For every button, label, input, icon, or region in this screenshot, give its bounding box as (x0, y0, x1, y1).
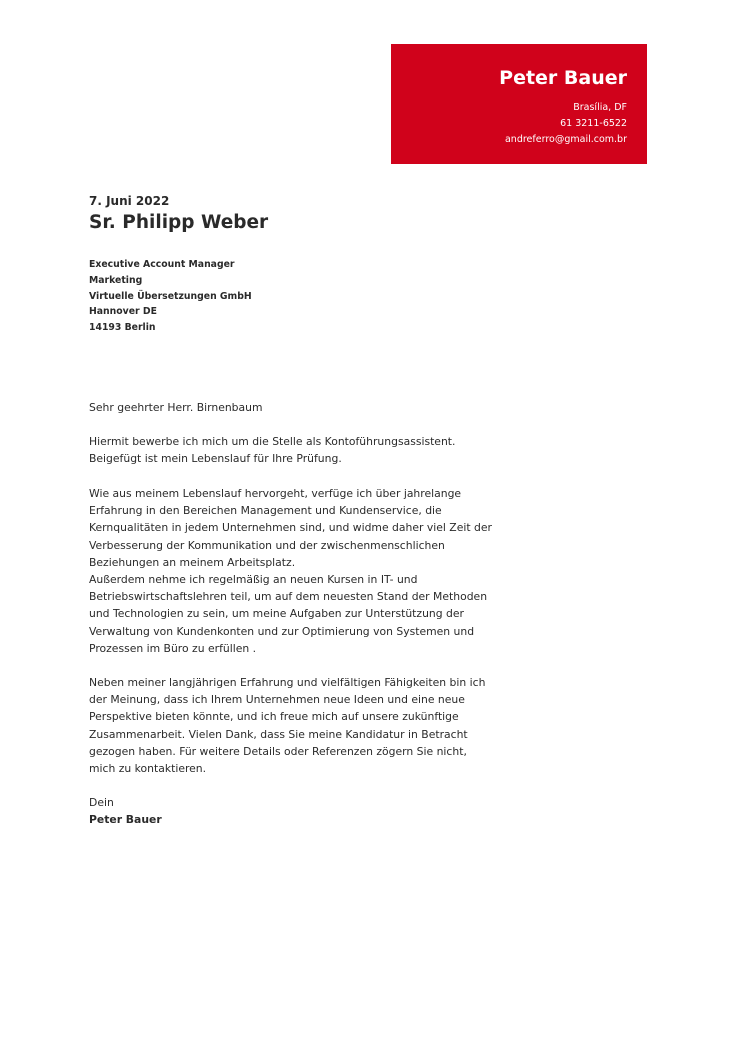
paragraph-line: Verbesserung der Kommunikation und der zwischenmenschlichen (89, 538, 445, 552)
paragraph-line: Beziehungen an meinem Arbeitsplatz. (89, 555, 296, 569)
paragraph-line: Betriebswirtschaftslehren teil, um auf dem neuesten Stand der Methoden (89, 590, 488, 604)
paragraph-line: Außerdem nehme ich regelmäßig an neuen Kursen in IT- und (89, 573, 418, 587)
recipient-address-line: Executive Account Manager (89, 259, 235, 270)
closing-word: Dein (89, 796, 114, 809)
paragraph-intro (89, 433, 479, 467)
recipient-address-line: Marketing (89, 274, 143, 286)
paragraph-line: Beigefügt ist mein Lebenslauf für Ihre Prüfung. (89, 452, 342, 466)
paragraph-line: Wie aus meinem Lebenslauf hervorgeht, verfüge ich über jahrelange (89, 487, 462, 500)
sender-header-box (391, 44, 647, 164)
sender-phone: 61 3211-6522 (560, 118, 627, 129)
paragraph-line: Neben meiner langjährigen Erfahrung und vielfältigen Fähigkeiten bin ich (89, 676, 486, 689)
paragraph-line: Kernqualitäten in jedem Unternehmen sind, und widme daher viel Zeit der (89, 521, 492, 535)
paragraph-line: Hiermit bewerbe ich mich um die Stelle als Kontoführungsassistent. (89, 435, 456, 448)
paragraph-experience (89, 485, 492, 657)
recipient-name: Sr. Philipp Weber (89, 212, 269, 233)
paragraph-closing (89, 674, 486, 777)
paragraph-line: mich zu kontaktieren. (89, 762, 207, 776)
recipient-address-line: Virtuelle Übersetzungen GmbH (89, 290, 252, 302)
paragraph-line: gezogen haben. Für weitere Details oder Referenzen zögern Sie nicht, (89, 744, 467, 758)
recipient-address (89, 257, 252, 336)
sender-name: Peter Bauer (499, 67, 627, 89)
paragraph-line: und Technologien zu sein, um meine Aufgaben zur Unterstützung der (89, 607, 464, 621)
recipient-address-line: 14193 Berlin (89, 322, 156, 334)
recipient-address-line: Hannover DE (89, 306, 157, 318)
sender-email: andreferro@gmail.com.br (504, 134, 627, 145)
signature-name: Peter Bauer (89, 813, 162, 827)
paragraph-line: Verwaltung von Kundenkonten und zur Optimierung von Systemen und (89, 624, 475, 638)
salutation: Sehr geehrter Herr. Birnenbaum (89, 401, 263, 414)
letter-date: 7. Juni 2022 (89, 194, 170, 208)
sender-city: Brasília, DF (573, 102, 627, 113)
paragraph-line: Zusammenarbeit. Vielen Dank, dass Sie meine Kandidatur in Betracht (89, 727, 468, 741)
paragraph-line: Prozessen im Büro zu erfüllen . (89, 641, 257, 655)
paragraph-line: Perspektive bieten könnte, und ich freue mich auf unsere zukünftige (89, 710, 459, 724)
paragraph-line: Erfahrung in den Bereichen Management und Kundenservice, die (89, 504, 442, 518)
paragraph-line: der Meinung, dass ich Ihrem Unternehmen neue Ideen und eine neue (89, 693, 465, 707)
letter-closing (89, 794, 479, 828)
